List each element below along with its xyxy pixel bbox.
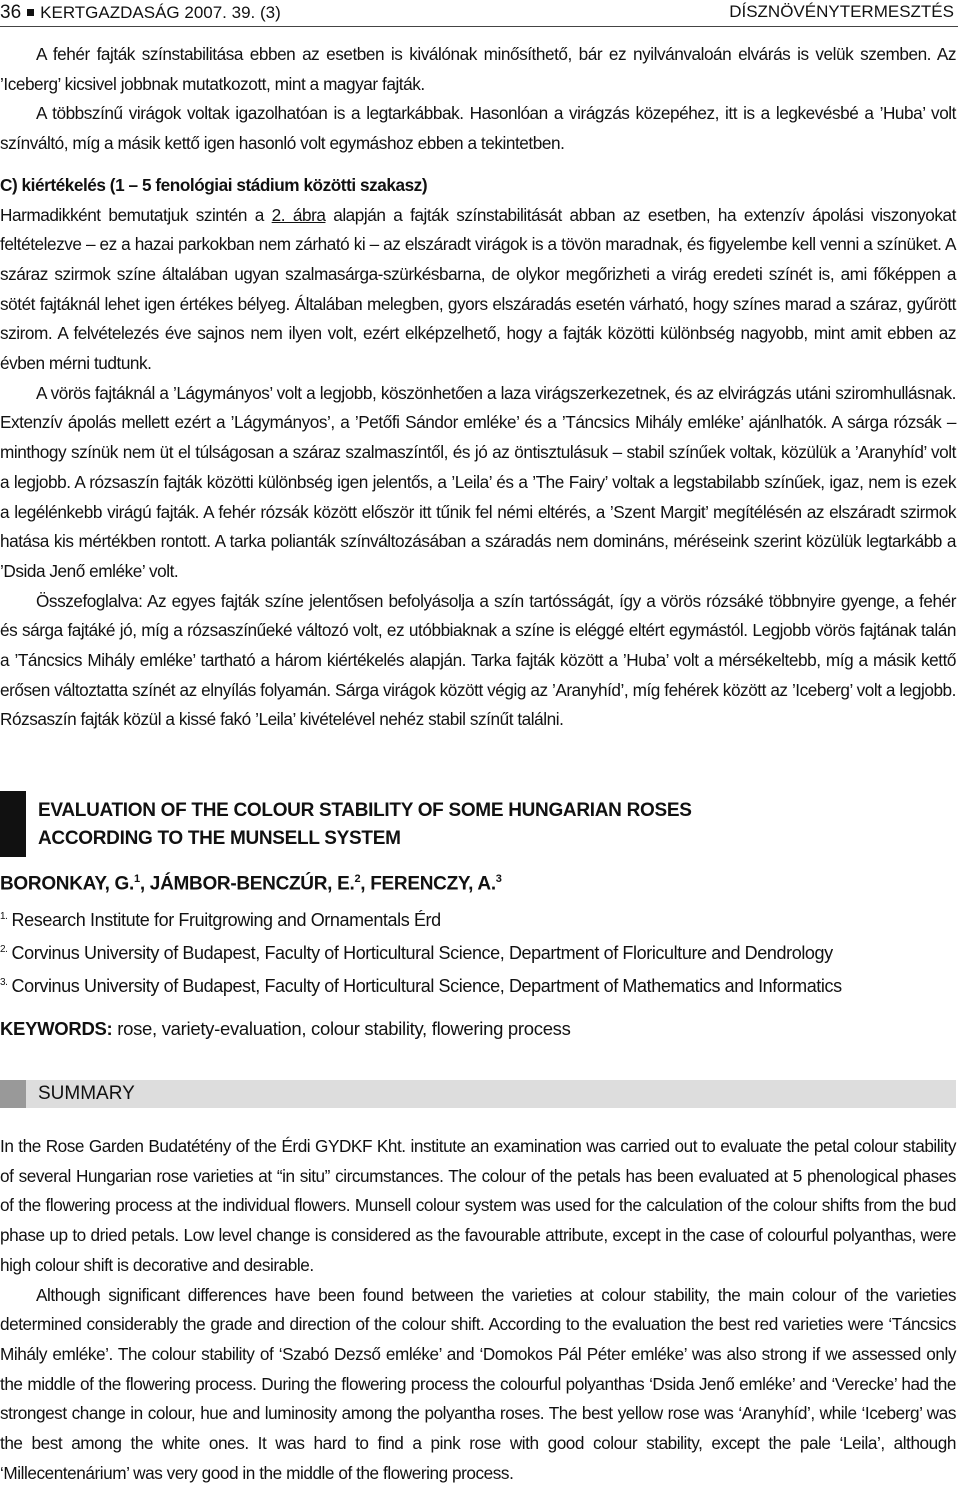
author-name: BORONKAY, G.: [0, 873, 135, 895]
running-header: [0, 0, 956, 26]
header-divider: [0, 26, 958, 27]
paragraph: A vörös fajtáknál a ’Lágymányos’ volt a legjobb, köszönhetően a laza virágszerkezetnek, és az elvirágzás utáni sziromhullásnak. Extenzív ápolás mellett ezért a ’Lágymányos’, a ’Petőfi Sándor emléke’ és a ’Táncsics Mihály emléke’ ajánlhatók. A sárga rózsák – minthogy színük nem üt el túlságosan a száraz szalmaszíntől, és jó az öntisztulásuk – stabil színűek voltak, közülük a ’Aranyhíd’ volt a legjobb. A rózsaszín fajták közötti különbség igen jelentős, a ’Leila’ és a ’The Fairy’ voltak a legstabilabb színűek, igaz, nem is ezek a legélénkebb virágú fajták. A fehér rózsák között először itt tűnik fel némi eltérés, a ’Szent Margit’ megítélésén az elszáradt szirmok hatása kis mértékben rontott. A tarka polianták színváltozásában a száradás nem domináns, méréseink szerint közülük legtarkább a ’Dsida Jenő emléke’ volt.: [0, 382, 956, 581]
paragraph: A többszínű virágok voltak igazolhatóan is a legtarkábbak. Hasonlóan a virágzás közepéhez, itt is a legkevésbé a ’Huba’ volt színváltó, míg a másik kettő igen hasonló volt egymáshoz ebben a tekintetben.: [0, 103, 956, 154]
paragraph-text: alapján a fajták színstabilitását abban az esetben, ha extenzív ápolási viszonyokat feltételezve – ez a hazai parkokban nem zárható ki – az elszáradt virágok is a tövön maradnak, és figyelembe kell venni a színüket. A száraz szirmok színe általában ugyan szalmasárga-szürkésbarna, de olykor megőrizheti a virág eredeti színét is, ami főképpen a sötét fajtáknál lehet igen értékes bélyeg. Általában melegben, gyors elszáradás esetén várható, hogy színes marad a száraz, gyűrött szirom. A felvételezés éve sajnos nem ilyen volt, ezért elképzelhető, hogy a fajták közötti különbség nagyobb, mint amit ebben az évben mérni tudtunk.: [0, 204, 956, 374]
keywords: [0, 1018, 571, 1040]
paragraph: Although significant differences have been found between the varieties at colour stability, the main colour of the varieties determined considerably the grade and direction of the colour shift. According to the evaluation the best red varieties were ‘Táncsics Mihály emléke’. The colour stability of ‘Szabó Dezső emléke’ and ‘Domokos Pál Péter emléke’ was also strong if we assessed only the middle of the flowering process. During the flowering process the colourful polyanthas ‘Dsida Jenő emléke’ and ‘Verecke’ had the strongest change in colour, hue and luminosity among the polyantha roses. The best yellow rose was ‘Aranyhíd’, while ‘Iceberg’ was the best among the white ones. It was hard to find a pink rose with good colour stability, except the pale ‘Leila’, although ‘Millecentenárium’ was very good in the middle of the flowering process.: [0, 1284, 956, 1483]
summary-heading-block: [0, 1080, 956, 1108]
hungarian-text: [0, 40, 956, 735]
summary-heading: SUMMARY: [38, 1083, 135, 1104]
section-name: DÍSZNÖVÉNYTERMESZTÉS: [729, 2, 954, 21]
section-subheading: C) kiértékelés (1 – 5 fenológiai stádium közötti szakasz): [0, 174, 428, 195]
affiliation-sup: 2.: [0, 944, 8, 955]
figure-link[interactable]: 2. ábra: [271, 204, 326, 225]
summary-bar: [0, 1080, 26, 1108]
title-line: ACCORDING TO THE MUNSELL SYSTEM: [38, 828, 401, 849]
english-title: [38, 797, 692, 853]
paragraph: In the Rose Garden Budatétény of the Érdi GYDKF Kht. institute an examination was carried out to evaluate the petal colour stability of several Hungarian rose varieties at “in situ” circumstances. The colour of the petals has been evaluated at 5 phenological phases of the flowering process at the individual flowers. Munsell colour system was used for the calculation of the colour shifts from the bud phase up to dried petals. Low level change is considered as the favourable attribute, except in the case of colourful polyanthas, were high colour shift is decorative and desirable.: [0, 1136, 956, 1275]
paragraph: A fehér fajták színstabilitása ebben az esetben is kiválónak minősíthető, bár ez nyilvánvaloán elvárás is velük szemben. Az ’Iceberg’ kicsivel jobbnak mutatkozott, mint a magyar fajták.: [0, 44, 956, 94]
paragraph: Összefoglalva: Az egyes fajták színe jelentősen befolyásolja a szín tartósságát, így a vörös rózsáké többnyire gyenge, a fehér és sárga fajtáké jó, míg a rózsaszínűeké változó volt, ez utóbbiaknak a színe is eléggé eltért egymástól. Legjobb vörös fajtának talán a ’Táncsics Mihály emléke’ tartható a három kiértékelés alapján. Tarka fajták között a ’Huba’ volt a mérsékeltebb, míg a másik kettő erősen változtatta színét az elnyílás folyamán. Sárga virágok között végig az ’Aranyhíd’, míg fehérek között az ’Iceberg’ volt a legjobb. Rózsaszín fajták közül a kissé fakó ’Leila’ kivételével nehéz stabil színűt találni.: [0, 590, 956, 730]
author-name: , JÁMBOR-BENCZÚR, E.: [139, 873, 355, 895]
paragraph-text: Harmadikként bemutatjuk szintén a: [0, 204, 272, 225]
author-sup: 3: [495, 873, 502, 885]
affiliation: [0, 902, 842, 935]
summary-text: [0, 1132, 956, 1488]
keywords-text: rose, variety-evaluation, colour stability, flowering process: [112, 1018, 571, 1039]
keywords-label: KEYWORDS:: [0, 1018, 113, 1039]
english-title-block: [0, 791, 956, 857]
title-bar: [0, 791, 26, 857]
paragraph: [0, 201, 956, 379]
affiliation-text: Research Institute for Fruitgrowing and Ornamentals Érd: [11, 910, 441, 930]
author-name: , FERENCZY, A.: [360, 873, 496, 895]
author-list: [0, 873, 502, 895]
square-bullet-icon: [27, 9, 34, 16]
affiliation-text: Corvinus University of Budapest, Faculty of Horticultural Science, Department of Mathematics and Informatics: [11, 976, 842, 996]
page-number: 36: [0, 2, 22, 23]
affiliation: [0, 968, 842, 1001]
title-line: EVALUATION OF THE COLOUR STABILITY OF SOME HUNGARIAN ROSES: [38, 800, 692, 821]
affiliation-text: Corvinus University of Budapest, Faculty of Horticultural Science, Department of Floriculture and Dendrology: [11, 943, 833, 963]
affiliation-sup: 1.: [0, 911, 8, 922]
header-left: [0, 2, 281, 24]
author-sup: 1: [134, 873, 140, 885]
summary-band: [26, 1080, 956, 1108]
affiliation-list: [0, 902, 842, 1001]
journal-name: KERTGAZDASÁG 2007. 39. (3): [40, 3, 281, 22]
affiliation: [0, 935, 842, 968]
affiliation-sup: 3.: [0, 977, 8, 988]
author-sup: 2: [354, 873, 361, 885]
